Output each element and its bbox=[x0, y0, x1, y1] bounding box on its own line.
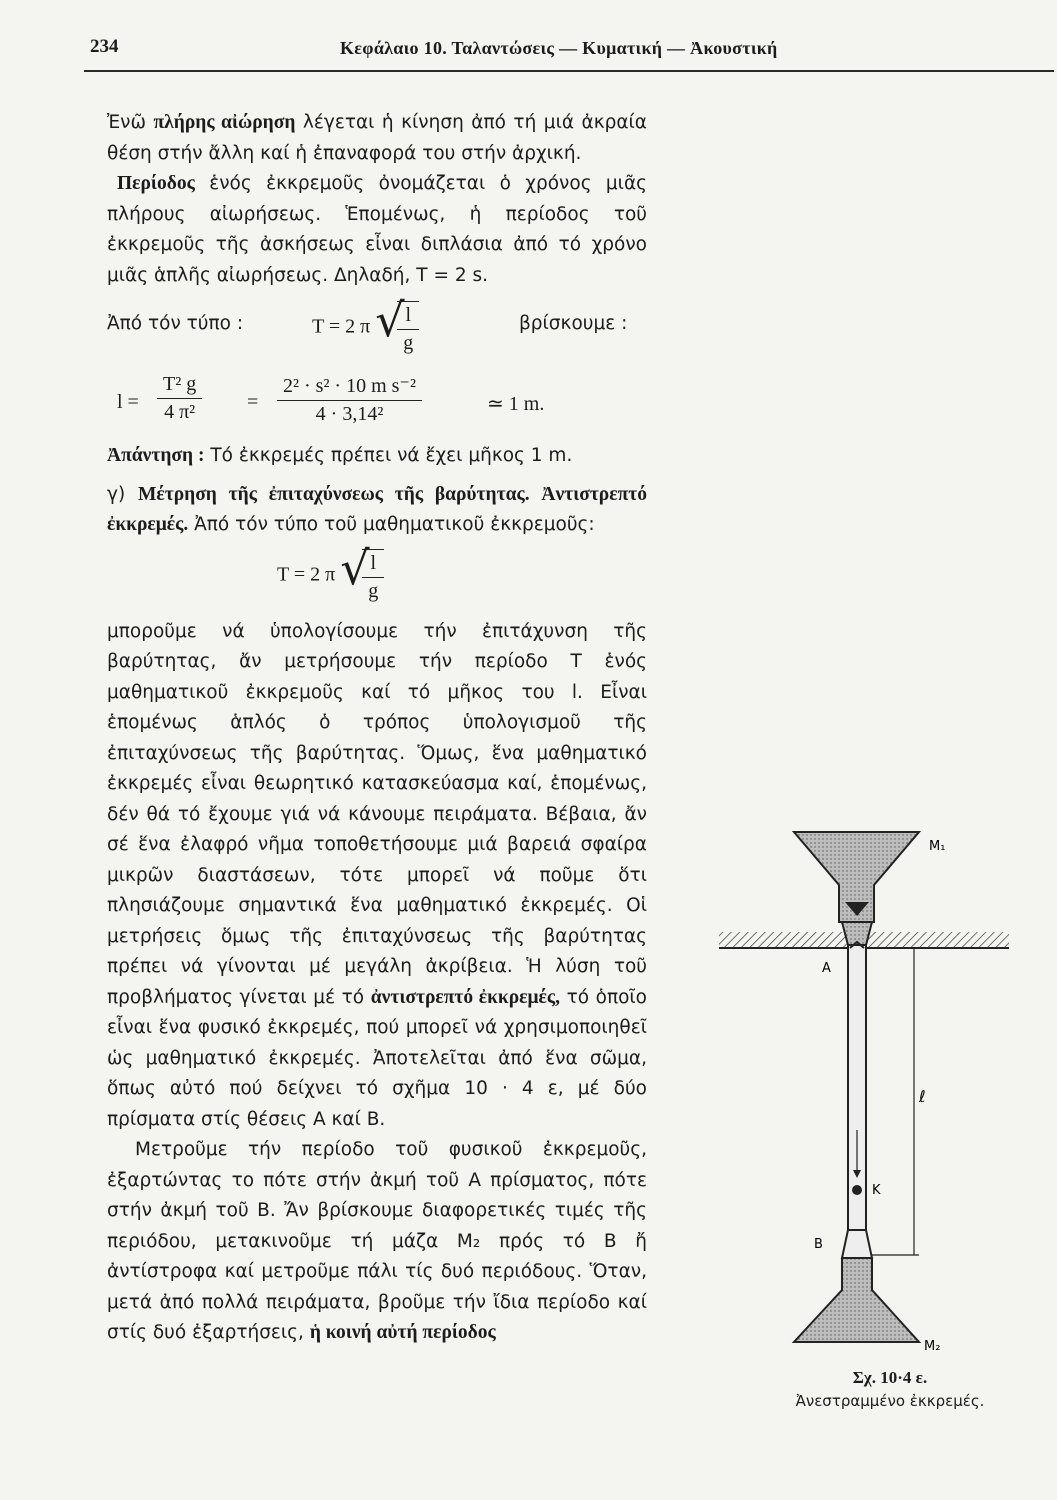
paragraph-measure: Μετροῦμε τήν περίοδο τοῦ φυσικοῦ ἐκκρεμοῦς, ἐξαρτώντας το πότε στήν ἀκμή τοῦ A πρίσματος, πότε στήν ἀκμή τοῦ B. Ἄν βρίσκουμε διαφορετικές τιμές τῆς περιόδου, μετακινοῦμε τή μάζα M₂ πρός τό B ἤ ἀντίστροφα καί μετροῦμε πάλι τίς δυό περιόδους. Ὅταν, μετά ἀπό πολλά πειράματα, βροῦμε τήν ἴδια περίοδο καί στίς δυό ἐξαρτήσεις, ἡ κοινή αὐτή περίοδος bbox=[107, 1139, 647, 1343]
length-formula: l = $\frac{\text{T² g}}{\text{4 π²}}$ = $\frac{\text{2² · s² · 10 m s⁻²}}{\text{4 · 3,14²}}$ ≃ 1 m. bbox=[117, 373, 545, 425]
term-common-period: ἡ κοινή αὐτή περίοδος bbox=[309, 1322, 496, 1343]
answer-label: Ἀπάντηση : bbox=[107, 445, 205, 466]
label-k: K bbox=[872, 1183, 881, 1198]
answer-line: Ἀπάντηση : Τό ἐκκρεμές πρέπει νά ἔχει μῆκος 1 m. bbox=[107, 445, 573, 466]
mass-m2 bbox=[794, 1258, 919, 1342]
caption-text: Ἀνεστραμμένο ἐκκρεμές. bbox=[795, 1392, 985, 1410]
center-k bbox=[852, 1185, 862, 1195]
period-formula: T = 2 π √ $\frac{l}{g}$ bbox=[312, 301, 419, 355]
term-period: Περίοδος bbox=[117, 173, 195, 194]
from-formula-label: Ἀπό τόν τύπο : bbox=[107, 313, 244, 334]
paragraph-reversible: μποροῦμε νά ὑπολογίσουμε τήν ἐπιτάχυνση τῆς βαρύτητας, ἄν μετρήσουμε τήν περίοδο T ἑνός μαθηματικοῦ ἐκκρεμοῦς καί τό μῆκος του l. Εἶναι ἑπομένως ἁπλός ὁ τρόπος ὑπολογισμοῦ τῆς ἐπιταχύνσεως τῆς βαρύτητας. Ὅμως, ἕνα μαθηματικό ἐκκρεμές εἶναι θεωρητικό κατασκεύασμα καί, ἑπομένως, δέν θά τό ἔχουμε γιά νά κάνουμε πειράματα. Βέβαια, ἄν σέ ἕνα ἐλαφρό νῆμα τοποθετήσουμε μιά βαρειά σφαίρα μικρῶν διαστάσεων, τότε μπορεῖ νά ποῦμε ὅτι πλησιάζουμε σημαντικά ἕνα μαθηματικό ἐκκρεμές. Οἱ μετρήσεις ὅμως τῆς ἐπιταχύνσεως τῆς βαρύτητας πρέπει νά γίνονται μέ μεγάλη ἀκρίβεια. Ἡ λύση τοῦ προβλήματος γίνεται μέ τό ἀντιστρεπτό ἐκκρεμές, τό ὁποῖο εἶναι ἕνα φυσικό ἐκκρεμές, πού μπορεῖ νά χρησιμοποιηθεῖ ὡς μαθηματικό ἐκκρεμές. Ἀποτελεῖται ἀπό ἕνα σῶμα, ὅπως αὐτό πού δείχνει τό σχῆμα 10 · 4 ε, μέ δύο πρίσματα στίς θέσεις A καί B. bbox=[107, 620, 647, 1130]
running-head: Κεφάλαιο 10. Ταλαντώσεις — Κυματική — Ἀκουστική bbox=[340, 38, 778, 58]
term-reversible-pendulum: ἀντιστρεπτό ἐκκρεμές, bbox=[370, 986, 560, 1008]
main-column bbox=[107, 108, 647, 1349]
paragraph-full-swing: Ἐνῶ πλήρης αἰώρηση λέγεται ἡ κίνηση ἀπό τή μιά ἀκραία θέση στήν ἄλλη καί ἡ ἐπαναφορά του στήν ἀρχική. bbox=[107, 112, 648, 164]
formula-row-1 bbox=[107, 295, 647, 371]
page-header bbox=[90, 36, 1050, 72]
label-m2: M₂ bbox=[924, 1339, 941, 1354]
label-length: ℓ bbox=[919, 1087, 926, 1106]
reversible-pendulum-figure bbox=[714, 830, 1014, 1360]
page-number: 234 bbox=[90, 36, 119, 57]
label-a: A bbox=[822, 961, 831, 976]
we-find-label: βρίσκουμε : bbox=[519, 313, 628, 334]
label-m1: M₁ bbox=[929, 839, 946, 854]
section-gamma: γ) Μέτρηση τῆς ἐπιταχύνσεως τῆς βαρύτητας. Ἀντιστρεπτό ἐκκρεμές. Ἀπό τόν τύπο τοῦ μαθηματικοῦ ἐκκρεμοῦς: bbox=[107, 483, 647, 535]
caption-number: Σχ. 10·4 ε. bbox=[852, 1368, 928, 1387]
term-full-swing: πλήρης αἰώρηση bbox=[153, 112, 296, 133]
label-b: B bbox=[814, 1237, 823, 1252]
header-rule bbox=[84, 70, 1054, 72]
section-gamma-title: Μέτρηση τῆς ἐπιταχύνσεως τῆς βαρύτητας. Ἀντιστρεπτό ἐκκρεμές. bbox=[107, 483, 647, 535]
pendulum-formula: T = 2 π √ $\frac{l}{g}$ bbox=[107, 541, 647, 617]
paragraph-period: Περίοδος ἑνός ἐκκρεμοῦς ὀνομάζεται ὁ χρόνος μιᾶς πλήρους αἰωρήσεως. Ἑπομένως, ἡ περίοδος τοῦ ἐκκρεμοῦς τῆς ἀσκήσεως εἶναι διπλάσια ἀπό τό χρόνο μιᾶς ἁπλῆς αἰωρήσεως. Δηλαδή, T = 2 s. bbox=[107, 173, 647, 286]
figure-caption bbox=[760, 1368, 1020, 1410]
